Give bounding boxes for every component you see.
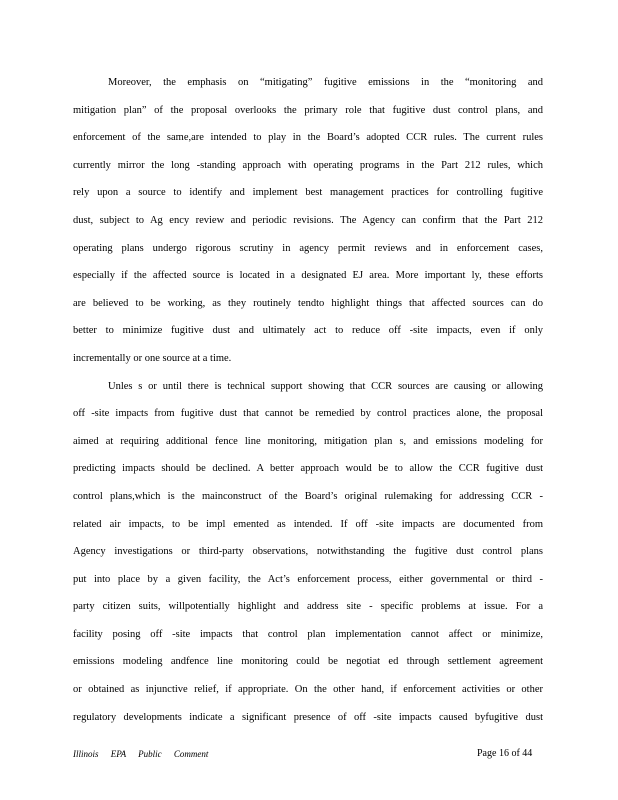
text-line: predicting impacts should be declined. A better approach would be to allow the CCR fugitive dust [73, 463, 543, 475]
text-line: mitigation plan” of the proposal overlooks the primary role that fugitive dust control plans, and [73, 104, 543, 116]
text-line: emissions modeling andfence line monitoring could be negotiat ed through settlement agreement [73, 656, 543, 668]
text-line: better to minimize fugitive dust and ultimately act to reduce off -site impacts, even if only [73, 325, 543, 337]
text-line: currently mirror the long -standing approach with operating programs in the Part 212 rules, which [73, 159, 543, 171]
text-line: dust, subject to Ag ency review and periodic revisions. The Agency can confirm that the Part 212 [73, 214, 543, 226]
text-line: control plans,which is the mainconstruct of the Board’s original rulemaking for addressing CCR - [73, 490, 543, 502]
text-line: Moreover, the emphasis on “mitigating” fugitive emissions in the “monitoring and [108, 77, 543, 88]
text-line: are believed to be working, as they routinely tendto highlight things that affected sources can do [73, 297, 543, 309]
text-line: rely upon a source to identify and implement best management practices for controlling fugitive [73, 187, 543, 199]
text-line: or obtained as injunctive relief, if appropriate. On the other hand, if enforcement activities or other [73, 684, 543, 696]
text-line: Agency investigations or third-party observations, notwithstanding the fugitive dust control plans [73, 546, 543, 558]
text-line: Unles s or until there is technical support showing that CCR sources are causing or allowing [108, 380, 543, 392]
footer-page-number: Page 16 of 44 [477, 748, 533, 759]
text-line: off -site impacts from fugitive dust that cannot be remedied by control practices alone, the proposal [73, 408, 543, 420]
text-line: aimed at requiring additional fence line monitoring, mitigation plan s, and emissions modeling for [73, 435, 543, 447]
body-text [73, 69, 543, 731]
paragraph-2 [73, 373, 543, 732]
text-line: operating plans undergo rigorous scrutiny in agency permit reviews and in enforcement cases, [73, 242, 543, 254]
text-line: put into place by a given facility, the Act’s enforcement process, either governmental or third - [73, 573, 543, 585]
text-line: party citizen suits, willpotentially highlight and address site - specific problems at issue. For a [73, 601, 543, 613]
text-line: especially if the affected source is located in a designated EJ area. More important ly, these efforts [73, 270, 543, 282]
paragraph-1 [73, 69, 543, 373]
text-line: regulatory developments indicate a significant presence of off -site impacts caused byfugitive dust [73, 711, 543, 723]
text-line: incrementally or one source at a time. [73, 352, 232, 364]
text-line: enforcement of the same,are intended to play in the Board’s adopted CCR rules. The current rules [73, 132, 543, 144]
text-line: related air impacts, to be impl emented as intended. If off -site impacts are documented from [73, 518, 543, 530]
footer-document-label: Illinois EPA Public Comment [73, 749, 209, 759]
text-line: facility posing off -site impacts that control plan implementation cannot affect or minimize, [73, 628, 543, 640]
